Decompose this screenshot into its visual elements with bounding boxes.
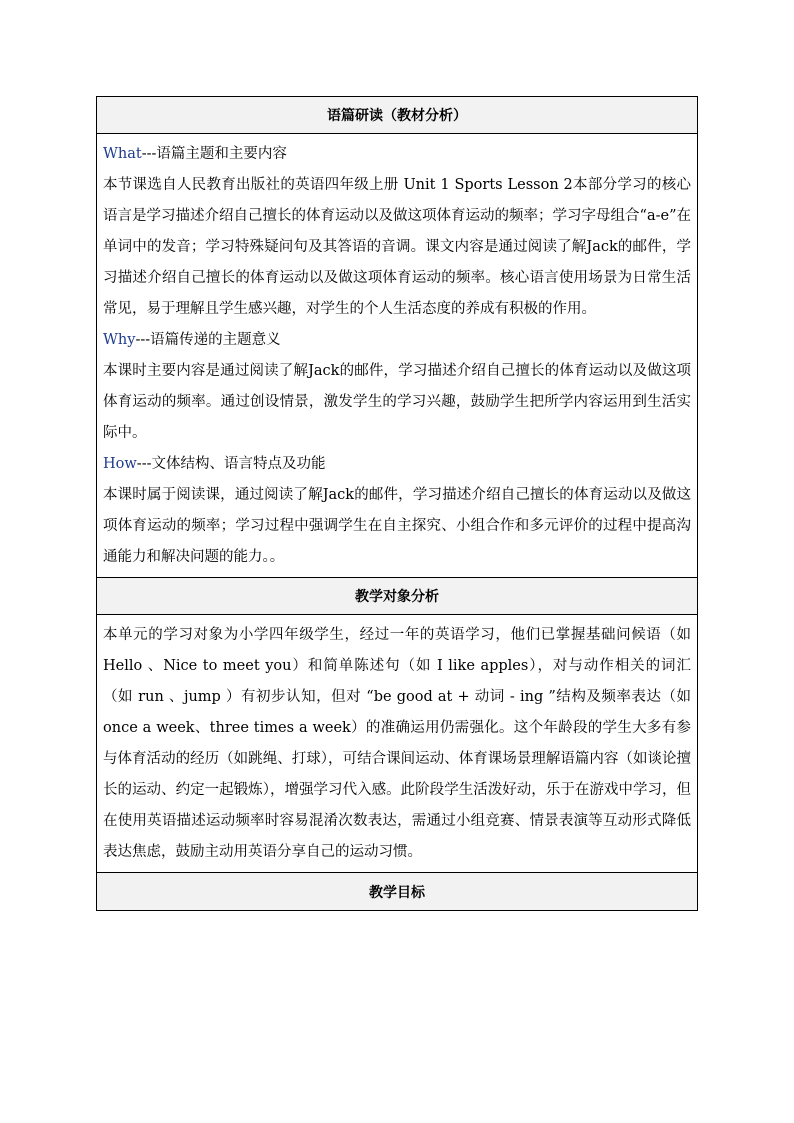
student-analysis-header-text: 教学对象分析	[355, 589, 439, 605]
how-heading	[103, 449, 691, 480]
what-label: What	[103, 146, 142, 162]
how-label: How	[103, 456, 137, 472]
student-analysis-header	[97, 578, 697, 615]
teaching-goals-header	[97, 873, 697, 910]
lesson-plan-table	[96, 96, 698, 911]
analysis-content	[97, 134, 697, 578]
student-analysis-content	[97, 615, 697, 873]
how-paragraph: 本课时属于阅读课，通过阅读了解Jack的邮件，学习描述介绍自己擅长的体育运动以及做这项体育运动的频率；学习过程中强调学生在自主探究、小组合作和多元评价的过程中提高沟通能力和解决问题的能力。。	[103, 487, 691, 565]
how-title: ---文体结构、语言特点及功能	[136, 456, 326, 472]
teaching-goals-header-text: 教学目标	[369, 884, 425, 901]
student-analysis-paragraph: 本单元的学习对象为小学四年级学生，经过一年的英语学习，他们已掌握基础问候语（如 Hello 、Nice to meet you）和简单陈述句（如 I like apples），对与动作相关的词汇（如 run 、jump ）有初步认知，但对 “be good at + 动词 - ing ”结构及频率表达（如 once a week、three times a week）的准确运用仍需强化。这个年龄段的学生大多有参与体育活动的经历（如跳绳、打球），可结合课间运动、体育课场景理解语篇内容（如谈论擅长的运动、约定一起锻炼），增强学习代入感。此阶段学生活泼好动，乐于在游戏中学习，但在使用英语描述运动频率时容易混淆次数表达，需通过小组竞赛、情景表演等互动形式降低表达焦虑，鼓励主动用英语分享自己的运动习惯。	[103, 627, 691, 860]
what-title: ---语篇主题和主要内容	[141, 146, 287, 162]
why-heading	[103, 325, 691, 356]
why-title: ---语篇传递的主题意义	[135, 332, 281, 348]
why-label: Why	[103, 332, 136, 348]
analysis-header	[97, 97, 697, 134]
analysis-header-text: 语篇研读（教材分析）	[327, 108, 467, 124]
why-paragraph: 本课时主要内容是通过阅读了解Jack的邮件，学习描述介绍自己擅长的体育运动以及做这项体育运动的频率。通过创设情景，激发学生的学习兴趣，鼓励学生把所学内容运用到生活实际中。	[103, 363, 691, 441]
what-paragraph: 本节课选自人民教育出版社的英语四年级上册 Unit 1 Sports Lesson 2本部分学习的核心语言是学习描述介绍自己擅长的体育运动以及做这项体育运动的频率；学习字母组合“a-e”在单词中的发音；学习特殊疑问句及其答语的音调。课文内容是通过阅读了解Jack的邮件，学习描述介绍自己擅长的体育运动以及做这项体育运动的频率。核心语言使用场景为日常生活常见，易于理解且学生感兴趣，对学生的个人生活态度的养成有积极的作用。	[103, 177, 691, 317]
what-heading	[103, 139, 691, 170]
